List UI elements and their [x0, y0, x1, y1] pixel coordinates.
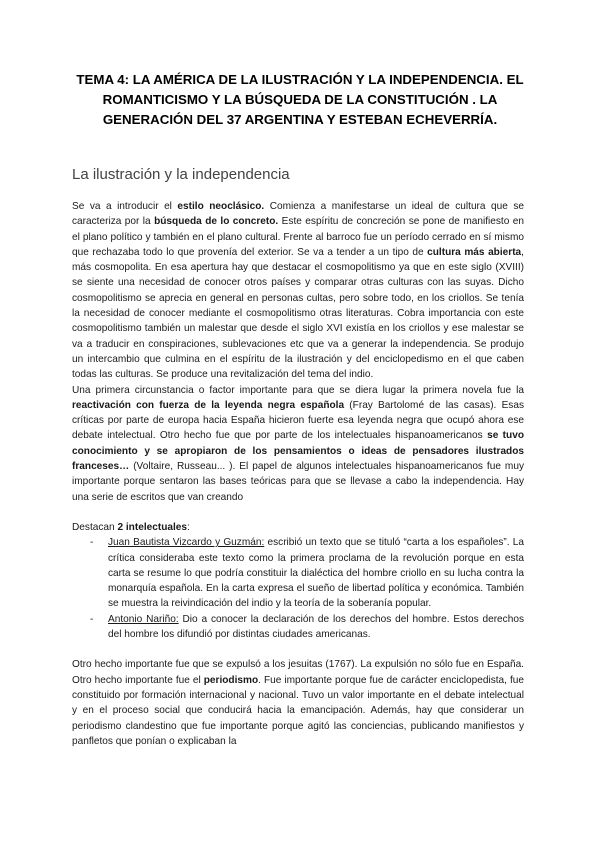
bold-text: estilo neoclásico. — [177, 201, 265, 212]
paragraph-neoclasico — [72, 199, 524, 383]
text-run: Destacan — [72, 521, 118, 533]
text-run: Comienza a manifestarse un ideal de cultura que se caracteriza por la — [72, 201, 524, 228]
document-body — [72, 199, 524, 749]
bold-text: se tuvo conocimiento y se apropiaron de los pensamientos o ideas de pensadores ilustrados franceses… — [72, 430, 524, 473]
text-run: Una primera circunstancia o factor importante para que se diera lugar la primera novela fue la — [72, 384, 524, 396]
text-run: Otro hecho importante fue que se expulsó a los jesuitas (1767). La expulsión no sólo fue en España. Otro hecho importante fue el — [72, 659, 524, 686]
person-name: Antonio Nariño: — [108, 613, 179, 625]
paragraph-jesuitas — [72, 657, 524, 749]
list-bullet: - — [90, 537, 94, 549]
bold-text: periodismo — [203, 674, 259, 686]
text-run: Este espíritu de concreción se pone de manifiesto en el plano político y también en el plano cultural. Frente al barroco fue un período cerrado en sí mismo que rechazaba todo lo que provenía del exterior. Se va a tender a un tipo de — [72, 216, 524, 258]
text-run: , más cosmopolita. En esa apertura hay que destacar el cosmopolitismo ya que en este siglo (XVIII) se siente una necesidad de conocer otros países y comparar otras culturas con las suyas. Dicho cosmopolitismo se aprecia en general en personas cultas, pero sobre todo, en los criollos. Se tenía la necesidad de conocer mediante el cosmopolitismo otras literaturas. Cobra importancia con este cosmopolitismo también un malestar que desde el siglo XVI existía en los criollos y ese malestar se va a traducir en conspiraciones, sublevaciones etc que va a generar la independencia. Se produjo un intercambio que culmina en el espíritu de la ilustración y del enciclopedismo en el que caben todas las culturas. Se produce una revitalización del tema del indio. — [72, 246, 524, 381]
list-bullet: - — [90, 613, 94, 625]
list-item — [72, 612, 524, 643]
document-title: TEMA 4: LA AMÉRICA DE LA ILUSTRACIÓN Y LA INDEPENDENCIA. EL ROMANTICISMO Y LA BÚSQUEDA DE LA CONSTITUCIÓN . LA GENERACIÓN DEL 37 ARGENTINA Y ESTEBAN ECHEVERRÍA. — [76, 72, 524, 127]
list-item — [72, 535, 524, 611]
intellectuals-list — [72, 535, 524, 642]
list-item-text: Dio a conocer la declaración de los derechos del hombre. Estos derechos del hombre los difundió por distintas ciudades americanas. — [108, 613, 524, 641]
paragraph-leyenda-negra — [72, 383, 524, 505]
bold-text: búsqueda de lo concreto. — [154, 216, 279, 228]
text-run: . Fue importante porque fue de carácter enciclopedista, fue constituido por formación internacional y nacional. Tuvo un valor importante en el debate intelectual y en el proceso social que conducirá hacia la emancipación. Además, hay que considerar un periodismo clandestino que fue importante porque agitó las conciencias, publicando manifiestos y panfletos que ponían o explicaban la — [72, 674, 525, 747]
text-run: (Fray Bartolomé de las casas). Esas críticas por parte de europa hacia España hicieron fuerte esa leyenda negra que ocupó ahora ese debate intelectual. Otro hecho fue que por parte de los intelectuales hispanoamericanos — [72, 399, 525, 442]
section-heading: La ilustración y la independencia — [72, 166, 290, 183]
bold-text: reactivación con fuerza de la leyenda negra española — [72, 399, 345, 411]
paragraph-intelectuales — [72, 520, 524, 535]
list-item-text: escribió un texto que se tituló “carta a los españoles”. La crítica consideraba este texto como la primera proclama de la revolución porque en esta carta se resume lo que podría constituir la dialéctica del hombre criollo en su lucha contra la monarquía española. En la carta expresa el sueño de libertad política y económica. También se muestra la reivindicación del indio y la teoría de la soberanía popular. — [108, 537, 524, 610]
text-run: (Voltaire, Russeau... ). El papel de algunos intelectuales hispanoamericanos fue muy importante porque sentaron las bases teóricas para que se llevase a cabo la independencia. Hay una serie de escritos que van creando — [72, 461, 524, 503]
paragraph-spacer — [72, 642, 524, 657]
paragraph-spacer — [72, 505, 524, 520]
person-name: Juan Bautista Vizcardo y Guzmán: — [108, 537, 265, 549]
text-run: : — [187, 521, 190, 533]
bold-text: cultura más abierta — [427, 246, 522, 258]
bold-text: 2 intelectuales — [117, 521, 188, 533]
text-run: Se va a introducir el — [72, 201, 178, 212]
